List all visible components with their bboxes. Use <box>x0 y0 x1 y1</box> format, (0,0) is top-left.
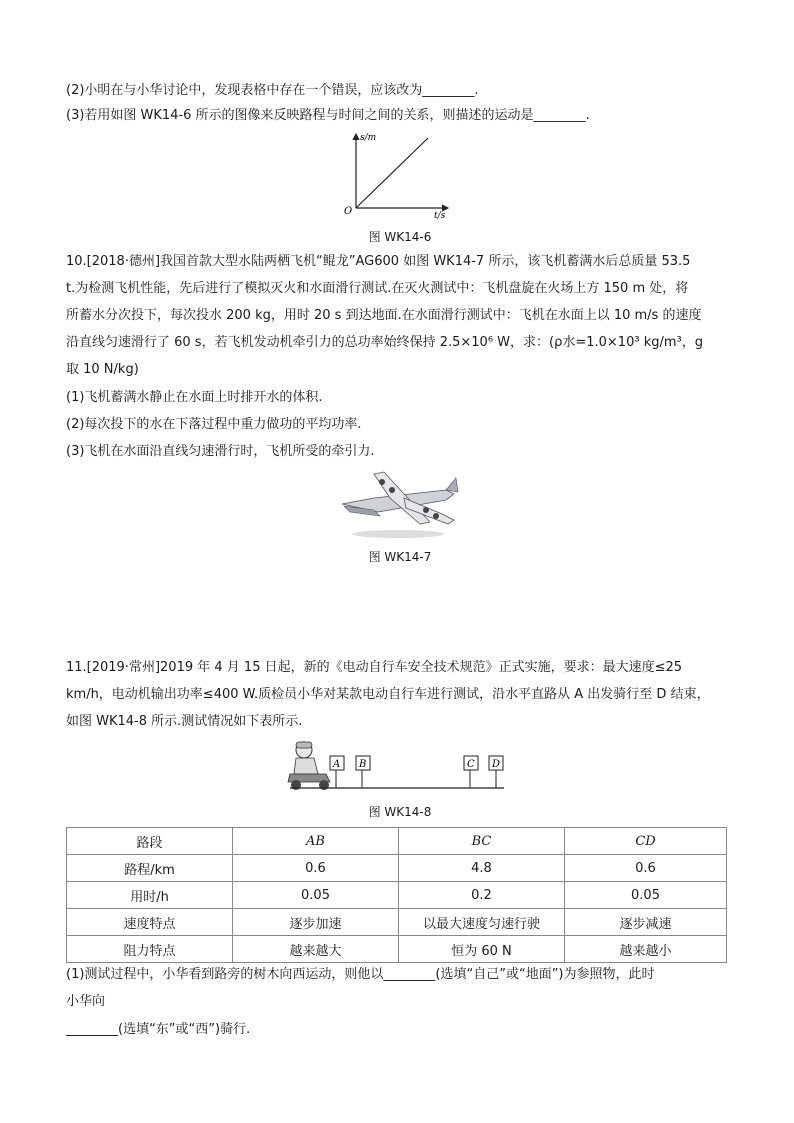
table-cell: 恒为 60 N <box>399 936 565 963</box>
table-header-row <box>67 828 727 855</box>
header-cell: BC <box>399 828 565 855</box>
q11-line3: 如图 WK14-8 所示.测试情况如下表所示. <box>66 714 303 729</box>
table-cell: 越来越大 <box>233 936 399 963</box>
q11-answer2: 小华向 <box>66 994 106 1009</box>
road-figure-wk14-8 <box>286 738 508 794</box>
q11-line2: km/h，电动机输出功率≤400 W.质检员小华对某款电动自行车进行测试，沿水平直路从 A 出发骑行至 D 结束， <box>66 687 710 702</box>
q10-sub2: (2)每次投下的水在下落过程中重力做功的平均功率. <box>66 417 362 432</box>
header-cell: AB <box>233 828 399 855</box>
s-t-line <box>356 138 428 208</box>
caption-wk14-8: 图 WK14-8 <box>368 805 432 819</box>
point-a-label: A <box>333 759 341 770</box>
table-cell: 用时/h <box>67 882 233 909</box>
table-cell: 4.8 <box>399 855 565 882</box>
table-cell: 以最大速度匀速行驶 <box>399 909 565 936</box>
q10-line5: 取 10 N/kg) <box>66 362 139 377</box>
q11-answer3: ________(选填“东”或“西”)骑行. <box>66 1022 251 1037</box>
table-cell: 路程/km <box>67 855 233 882</box>
scooter-rider-image <box>288 742 330 790</box>
graph-wk14-6 <box>338 128 458 220</box>
table-cell: 速度特点 <box>67 909 233 936</box>
table-row <box>67 909 727 936</box>
table-cell: 0.05 <box>565 882 727 909</box>
table-cell: 阻力特点 <box>67 936 233 963</box>
q10-line3: 所蓄水分次投下，每次投水 200 kg，用时 20 s 到达地面.在水面滑行测试中：飞机在水面上以 10 m/s 的速度 <box>66 308 702 323</box>
table-cell: 0.6 <box>565 855 727 882</box>
table-row <box>67 936 727 963</box>
header-cell: CD <box>565 828 727 855</box>
q11-answer1: (1)测试过程中，小华看到路旁的树木向西运动，则他以________(选填“自己”或“地面”)为参照物，此时 <box>66 967 655 982</box>
table-cell: 0.05 <box>233 882 399 909</box>
point-c-label: C <box>467 759 475 770</box>
test-results-table <box>66 827 727 963</box>
table-row <box>67 882 727 909</box>
origin-label: O <box>344 206 353 217</box>
table-cell: 0.6 <box>233 855 399 882</box>
seaplane-image <box>334 468 462 540</box>
q10-sub3: (3)飞机在水面沿直线匀速滑行时，飞机所受的牵引力. <box>66 444 375 459</box>
caption-wk14-7: 图 WK14-7 <box>368 550 432 564</box>
point-b-label: B <box>359 759 367 770</box>
q9-part3: (3)若用如图 WK14-6 所示的图像来反映路程与时间之间的关系，则描述的运动是________. <box>66 108 590 123</box>
q9-part2-text: (2)小明在与小华讨论中，发现表格中存在一个错误，应该改为________. <box>66 83 479 98</box>
q10-sub1: (1)飞机蓄满水静止在水面上时排开水的体积. <box>66 390 323 405</box>
q10-line4: 沿直线匀速滑行了 60 s，若飞机发动机牵引力的总功率始终保持 2.5×10⁶ W，求：(ρ水=1.0×10³ kg/m³，g <box>66 335 703 350</box>
table-cell: 逐步加速 <box>233 909 399 936</box>
y-axis-label: s/m <box>360 133 377 143</box>
q11-line1: 11.[2019·常州]2019 年 4 月 15 日起，新的《电动自行车安全技术规范》正式实施，要求：最大速度≤25 <box>66 660 683 675</box>
table-cell: 越来越小 <box>565 936 727 963</box>
point-d-label: D <box>492 759 501 770</box>
caption-wk14-6: 图 WK14-6 <box>368 230 432 244</box>
table-cell: 逐步减速 <box>565 909 727 936</box>
header-cell: 路段 <box>67 828 233 855</box>
table-cell: 0.2 <box>399 882 565 909</box>
x-axis-label: t/s <box>434 211 446 220</box>
table-row <box>67 855 727 882</box>
q10-line1: 10.[2018·德州]我国首款大型水陆两栖飞机“鲲龙”AG600 如图 WK14-7 所示，该飞机蓄满水后总质量 53.5 <box>66 254 691 269</box>
q10-line2: t.为检测飞机性能，先后进行了模拟灭火和水面滑行测试.在灭火测试中：飞机盘旋在火场上方 150 m 处，将 <box>66 281 689 296</box>
